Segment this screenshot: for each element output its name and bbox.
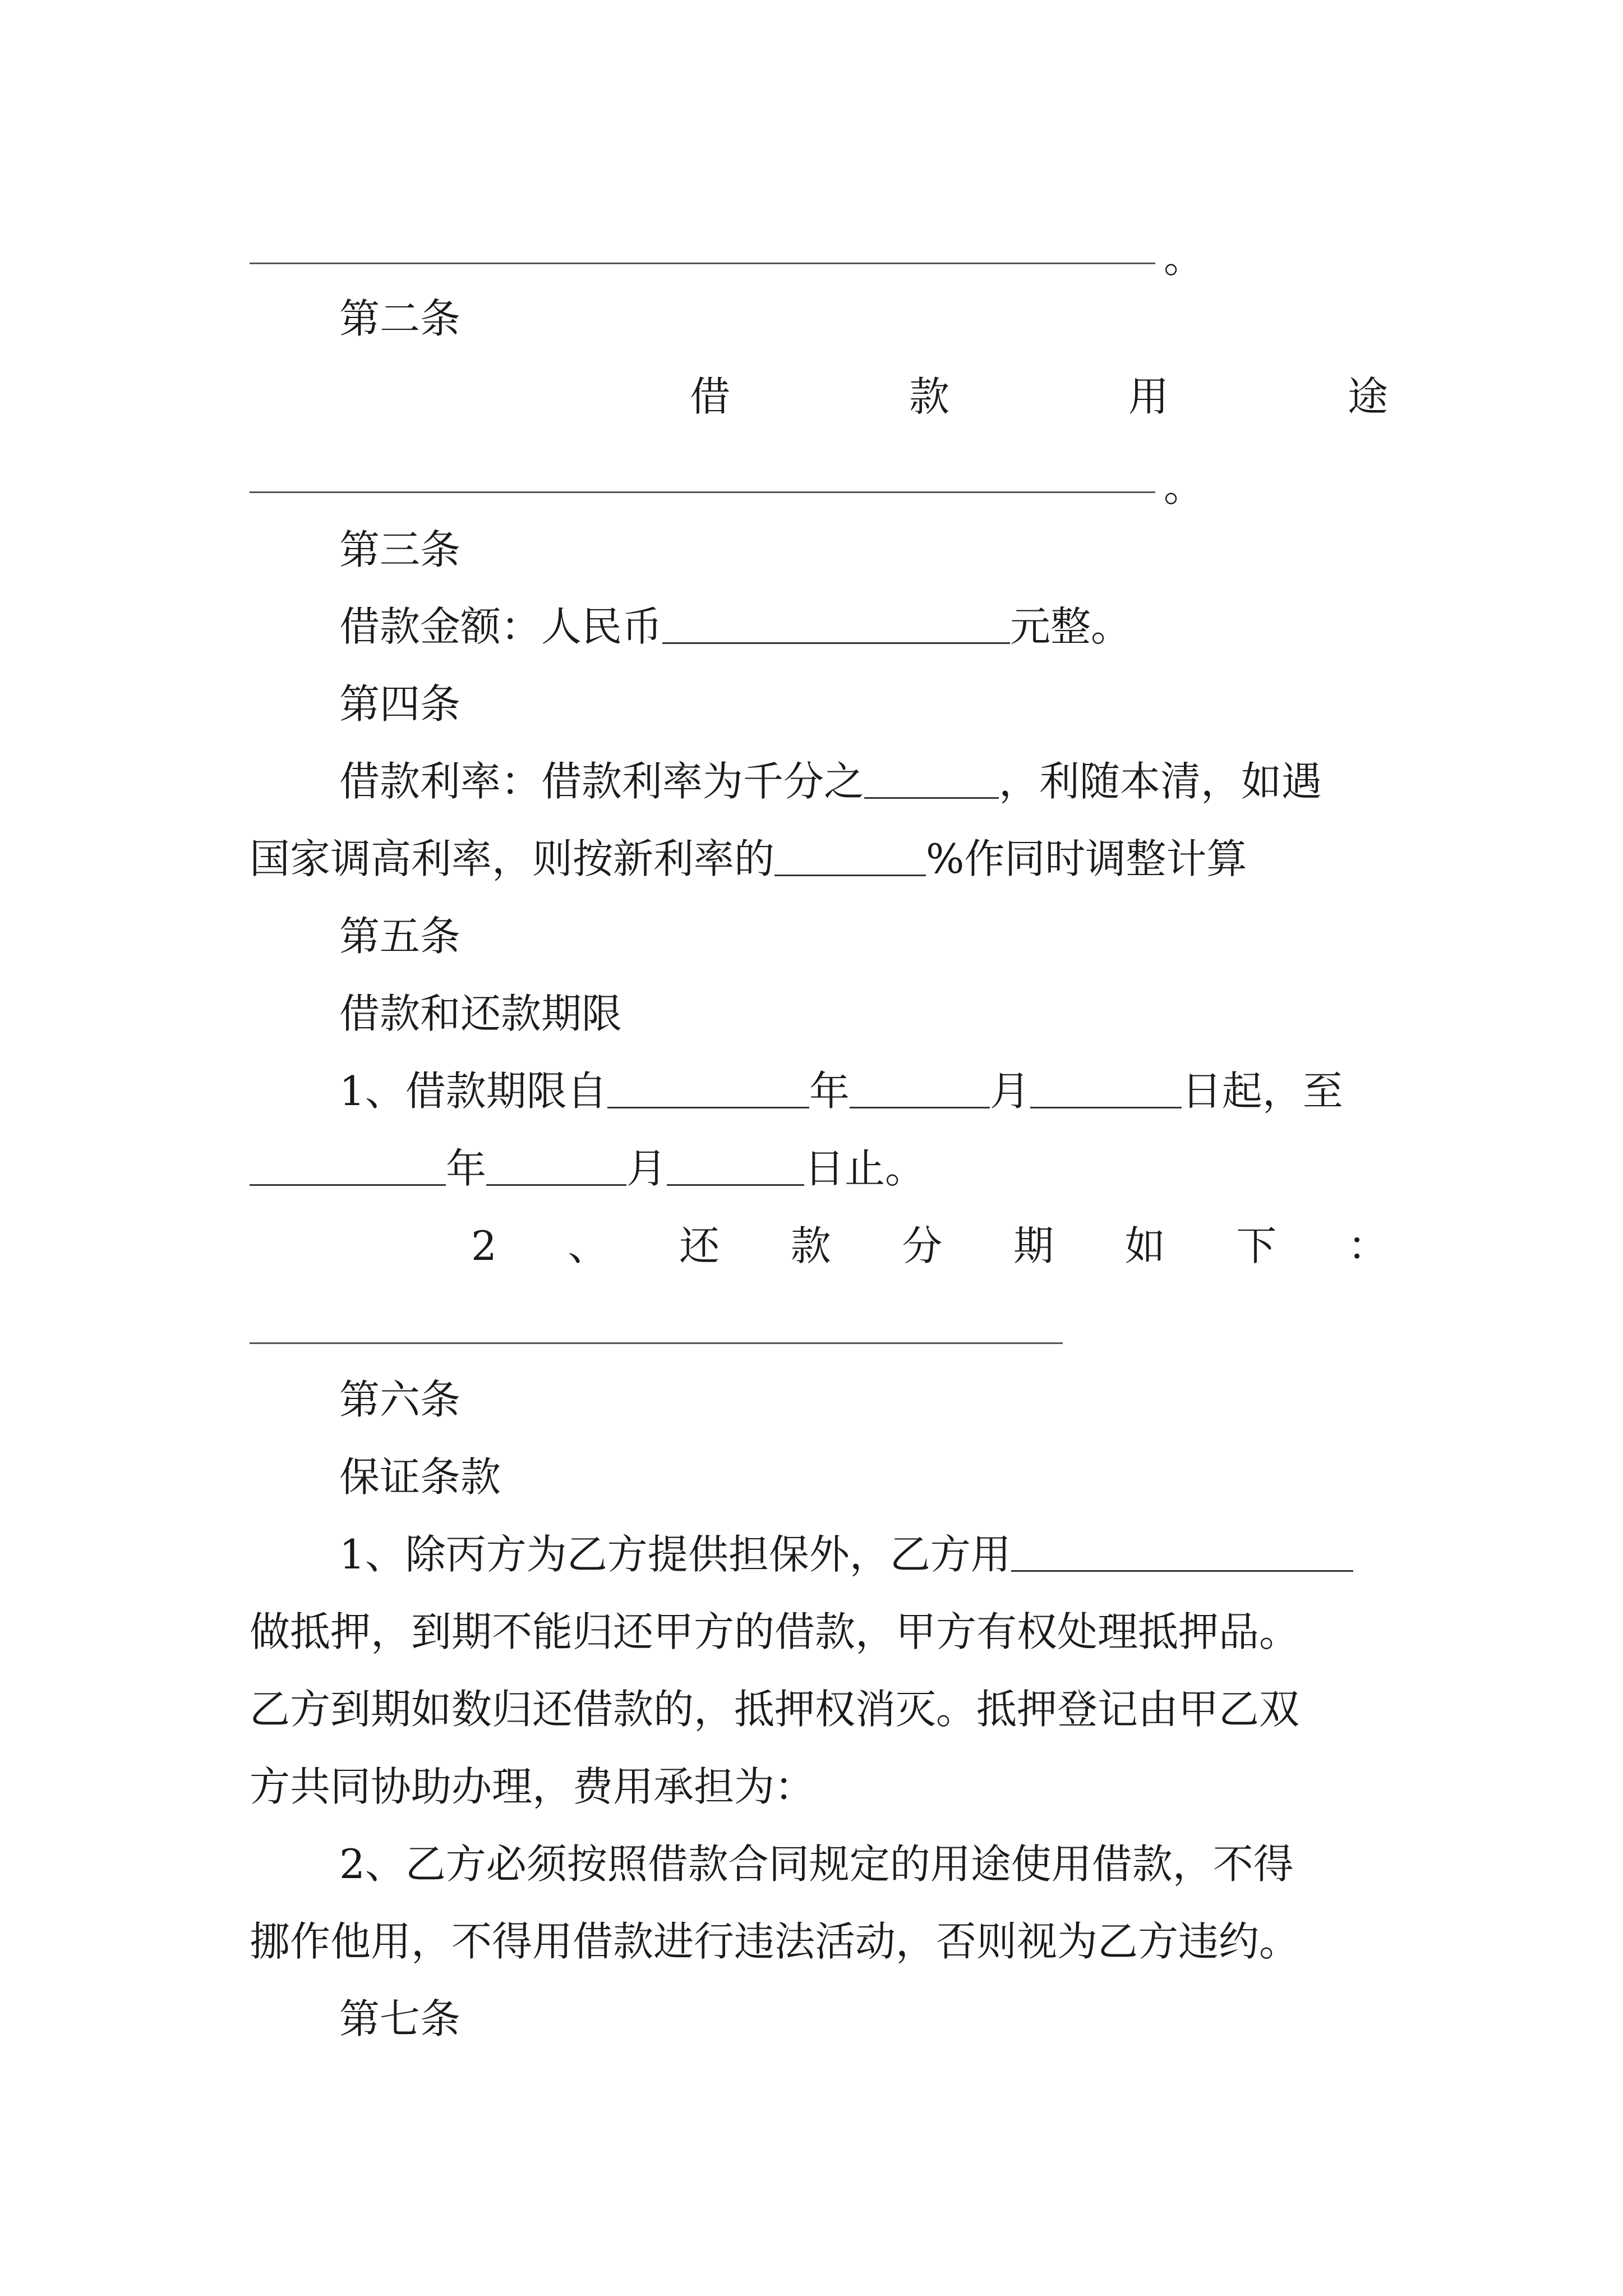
guarantee-p2-line-1: 2、乙方必须按照借款合同规定的用途使用借款，不得 <box>339 1841 1294 1888</box>
inst-char-4: 款 <box>790 1222 831 1269</box>
inst-char-5: 分 <box>902 1222 943 1269</box>
purpose-char-1: 借 <box>690 373 731 420</box>
article-6-subtitle: 保证条款 <box>339 1453 501 1501</box>
article-5-subtitle: 借款和还款期限 <box>339 990 623 1037</box>
article-6-title: 第六条 <box>339 1376 461 1423</box>
purpose-char-2: 款 <box>909 373 949 420</box>
rate-adjust-suffix: %作同时调整计算 <box>926 835 1247 882</box>
article-4-title: 第四条 <box>339 680 461 728</box>
start-month-blank[interactable] <box>850 1068 990 1108</box>
article-3-title: 第三条 <box>339 526 461 573</box>
end-month-blank[interactable] <box>486 1145 626 1185</box>
amount-suffix: 元整。 <box>1010 603 1132 650</box>
blank-rule-1 <box>250 263 1155 264</box>
term-line-2 <box>250 1138 1388 1199</box>
end-month-label: 月 <box>626 1145 667 1192</box>
guarantee-p1-line-3: 乙方到期如数归还借款的，抵押权消灭。抵押登记由甲乙双 <box>250 1686 1300 1733</box>
inst-char-9: ： <box>1347 1222 1388 1269</box>
start-year-blank[interactable] <box>607 1068 809 1108</box>
amount-blank[interactable] <box>662 604 1010 643</box>
inst-char-8: 下 <box>1236 1222 1277 1269</box>
period-1: 。 <box>1164 234 1205 282</box>
end-day-blank[interactable] <box>667 1145 804 1185</box>
inst-char-7: 如 <box>1124 1222 1165 1269</box>
purpose-char-3: 用 <box>1128 373 1169 420</box>
rate-adjust-blank[interactable] <box>774 836 926 876</box>
article-4-rate-line-2 <box>250 828 1388 890</box>
end-day-label: 日止。 <box>804 1145 926 1192</box>
article-2-purpose-line <box>690 366 1388 427</box>
inst-char-6: 期 <box>1013 1222 1054 1269</box>
blank-rule-2 <box>250 491 1155 493</box>
guarantee-p1-line-1 <box>339 1524 1388 1585</box>
start-month-label: 月 <box>989 1068 1030 1115</box>
installments-line <box>471 1215 1388 1277</box>
term-line-1 <box>339 1060 1388 1122</box>
amount-label: 借款金额：人民币 <box>339 603 663 650</box>
rate-label: 借款利率：借款利率为千分之 <box>339 758 865 805</box>
article-4-rate-line-1 <box>339 751 1388 812</box>
inst-char-3: 还 <box>679 1222 720 1269</box>
period-2: 。 <box>1164 463 1205 510</box>
article-3-amount-line <box>339 596 1388 657</box>
start-day-blank[interactable] <box>1030 1068 1182 1108</box>
inst-char-2: 、 <box>568 1222 608 1269</box>
end-year-blank[interactable] <box>250 1145 446 1185</box>
rate-suffix: ，利随本清，如遇 <box>999 758 1322 805</box>
guarantee-p1-line-4: 方共同协助办理，费用承担为： <box>250 1763 815 1810</box>
guarantee-p2-line-2: 挪作他用，不得用借款进行违法活动，否则视为乙方违约。 <box>250 1918 1300 1965</box>
purpose-char-4: 途 <box>1347 373 1388 420</box>
rate-adjust-label: 国家调高利率，则按新利率的 <box>250 835 775 882</box>
guarantee-p1-line-2: 做抵押，到期不能归还甲方的借款，甲方有权处理抵押品。 <box>250 1608 1300 1655</box>
inst-char-1: 2 <box>471 1222 497 1269</box>
rate-blank[interactable] <box>864 758 999 798</box>
end-year-label: 年 <box>446 1145 487 1192</box>
pledge-label: 1、除丙方为乙方提供担保外，乙方用 <box>339 1531 1011 1578</box>
article-2-title: 第二条 <box>339 295 461 342</box>
term-start-label: 1、借款期限自 <box>339 1068 607 1115</box>
pledge-blank[interactable] <box>1011 1531 1353 1571</box>
start-year-label: 年 <box>809 1068 850 1115</box>
start-day-label: 日起，至 <box>1181 1068 1343 1115</box>
article-7-title: 第七条 <box>339 1995 461 2042</box>
installments-rule <box>250 1342 1063 1344</box>
article-5-title: 第五条 <box>339 913 461 960</box>
